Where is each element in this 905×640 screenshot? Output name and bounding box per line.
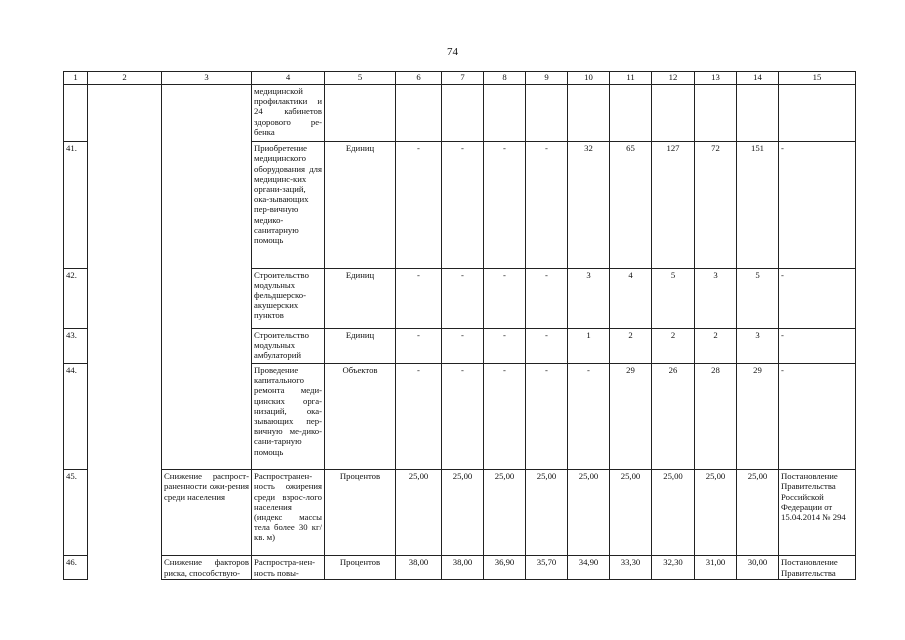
column-number-header: 6 — [396, 72, 442, 85]
task-cell — [162, 142, 252, 268]
row-number-cell: 41. — [64, 142, 88, 268]
legal-basis-cell: Постановление Правительства Российской Федерации от 15.04.2014 № 294 — [779, 470, 856, 556]
column-number-header: 8 — [484, 72, 526, 85]
value-cell: - — [396, 328, 442, 363]
value-cell — [484, 85, 526, 142]
column-number-header: 9 — [526, 72, 568, 85]
value-cell: - — [396, 142, 442, 268]
unit-cell — [325, 85, 396, 142]
goal-cell — [88, 142, 162, 268]
value-cell: 1 — [568, 328, 610, 363]
value-cell: 2 — [610, 328, 652, 363]
value-cell: 26 — [652, 363, 695, 469]
goal-cell — [88, 85, 162, 142]
value-cell: 4 — [610, 268, 652, 328]
table-row — [64, 363, 856, 469]
column-number-header: 3 — [162, 72, 252, 85]
value-cell: 72 — [695, 142, 737, 268]
goal-cell — [88, 556, 162, 580]
row-number-cell — [64, 85, 88, 142]
goal-cell — [88, 328, 162, 363]
indicator-cell: Распространен-ность ожирения среди взрос-лого населения (индекс массы тела более 30 кг/кв. м) — [252, 470, 325, 556]
unit-cell: Единиц — [325, 328, 396, 363]
table-row — [64, 556, 856, 580]
indicator-cell: Приобретение медицинского оборудования для медицинс-ких органи-заций, ока-зывающих пер-вичную медико-санитарную помощь — [252, 142, 325, 268]
value-cell: 29 — [610, 363, 652, 469]
value-cell — [568, 85, 610, 142]
value-cell: 38,00 — [396, 556, 442, 580]
goal-cell — [88, 363, 162, 469]
indicator-cell: Строительство модульных фельдшерско-акушерских пунктов — [252, 268, 325, 328]
value-cell: - — [396, 363, 442, 469]
value-cell: - — [568, 363, 610, 469]
value-cell: 25,00 — [526, 470, 568, 556]
row-number-cell: 42. — [64, 268, 88, 328]
value-cell: 3 — [568, 268, 610, 328]
value-cell: 25,00 — [737, 470, 779, 556]
value-cell — [396, 85, 442, 142]
value-cell: - — [484, 328, 526, 363]
indicator-cell: Распростра-нен-ность повы- — [252, 556, 325, 580]
legal-basis-cell: - — [779, 363, 856, 469]
indicator-cell: Строительство модульных амбулаторий — [252, 328, 325, 363]
value-cell: - — [526, 363, 568, 469]
value-cell: 30,00 — [737, 556, 779, 580]
row-number-cell: 43. — [64, 328, 88, 363]
task-cell: Снижение распрост-раненности ожи-рения среди населения — [162, 470, 252, 556]
value-cell: 33,30 — [610, 556, 652, 580]
unit-cell: Единиц — [325, 268, 396, 328]
column-number-header: 13 — [695, 72, 737, 85]
column-number-header: 10 — [568, 72, 610, 85]
value-cell: - — [442, 328, 484, 363]
task-cell — [162, 363, 252, 469]
value-cell: 5 — [652, 268, 695, 328]
value-cell: 2 — [652, 328, 695, 363]
value-cell: 151 — [737, 142, 779, 268]
value-cell — [442, 85, 484, 142]
value-cell: 5 — [737, 268, 779, 328]
indicator-cell: Проведение капитального ремонта меди-цинских орга-низаций, ока-зывающих пер-вичную ме-дико-сани-тарную помощь — [252, 363, 325, 469]
task-cell — [162, 328, 252, 363]
legal-basis-cell: Постановление Правительства — [779, 556, 856, 580]
value-cell: - — [442, 363, 484, 469]
row-number-cell: 45. — [64, 470, 88, 556]
value-cell: - — [526, 142, 568, 268]
value-cell: 127 — [652, 142, 695, 268]
page-number: 74 — [447, 46, 458, 58]
value-cell: 38,00 — [442, 556, 484, 580]
unit-cell: Процентов — [325, 470, 396, 556]
value-cell: - — [442, 142, 484, 268]
value-cell — [526, 85, 568, 142]
value-cell: 29 — [737, 363, 779, 469]
unit-cell: Объектов — [325, 363, 396, 469]
column-number-header: 15 — [779, 72, 856, 85]
column-number-header: 1 — [64, 72, 88, 85]
value-cell: - — [484, 142, 526, 268]
value-cell: 25,00 — [396, 470, 442, 556]
legal-basis-cell — [779, 85, 856, 142]
column-number-header: 4 — [252, 72, 325, 85]
column-number-header: 14 — [737, 72, 779, 85]
value-cell — [695, 85, 737, 142]
value-cell: 65 — [610, 142, 652, 268]
column-number-header: 11 — [610, 72, 652, 85]
value-cell: - — [526, 328, 568, 363]
value-cell: 32 — [568, 142, 610, 268]
value-cell: - — [396, 268, 442, 328]
task-cell — [162, 268, 252, 328]
unit-cell: Процентов — [325, 556, 396, 580]
indicator-cell: медицинской профилактики и 24 кабинетов здорового ре-бенка — [252, 85, 325, 142]
value-cell: 31,00 — [695, 556, 737, 580]
legal-basis-cell: - — [779, 268, 856, 328]
indicators-table — [63, 71, 856, 580]
legal-basis-cell: - — [779, 328, 856, 363]
value-cell: 3 — [737, 328, 779, 363]
value-cell: 3 — [695, 268, 737, 328]
task-cell: Снижение факторов риска, способствую- — [162, 556, 252, 580]
value-cell: 32,30 — [652, 556, 695, 580]
row-number-cell: 46. — [64, 556, 88, 580]
value-cell: 35,70 — [526, 556, 568, 580]
column-number-header: 5 — [325, 72, 396, 85]
column-number-header: 2 — [88, 72, 162, 85]
value-cell — [610, 85, 652, 142]
legal-basis-cell: - — [779, 142, 856, 268]
value-cell: 36,90 — [484, 556, 526, 580]
value-cell: - — [484, 268, 526, 328]
value-cell — [652, 85, 695, 142]
table-row — [64, 85, 856, 142]
goal-cell — [88, 470, 162, 556]
unit-cell: Единиц — [325, 142, 396, 268]
value-cell: - — [526, 268, 568, 328]
value-cell: 25,00 — [442, 470, 484, 556]
value-cell: 2 — [695, 328, 737, 363]
table-row — [64, 142, 856, 268]
value-cell: 25,00 — [484, 470, 526, 556]
value-cell: 34,90 — [568, 556, 610, 580]
value-cell — [737, 85, 779, 142]
table-row — [64, 328, 856, 363]
value-cell: 25,00 — [652, 470, 695, 556]
value-cell: 25,00 — [568, 470, 610, 556]
value-cell: 28 — [695, 363, 737, 469]
value-cell: 25,00 — [610, 470, 652, 556]
value-cell: - — [484, 363, 526, 469]
goal-cell — [88, 268, 162, 328]
column-number-header: 12 — [652, 72, 695, 85]
row-number-cell: 44. — [64, 363, 88, 469]
value-cell: 25,00 — [695, 470, 737, 556]
task-cell — [162, 85, 252, 142]
table-row — [64, 268, 856, 328]
column-number-header: 7 — [442, 72, 484, 85]
column-number-row — [64, 72, 856, 85]
table-row — [64, 470, 856, 556]
value-cell: - — [442, 268, 484, 328]
